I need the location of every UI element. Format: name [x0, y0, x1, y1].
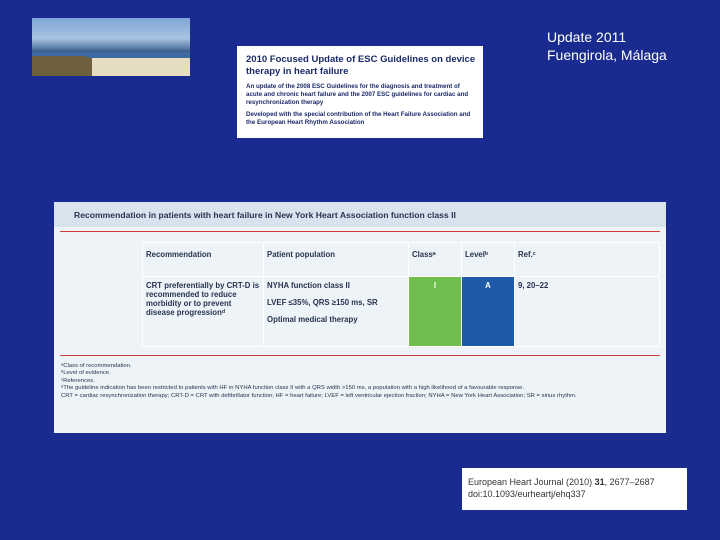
footnotes: [61, 363, 661, 400]
guideline-subtitle: An update of the 2008 ESC Guidelines for the diagnosis and treatment of acute and chronic heart failure and the 2007 ESC guidelines for cardiac and resynchronization therapy: [246, 83, 469, 106]
photo-town: [92, 58, 190, 76]
footnote: ᵃClass of recommendation.: [61, 363, 132, 369]
population-line: NYHA function class II: [267, 281, 350, 290]
guideline-title-box: [237, 46, 483, 138]
table-bottom-rule: [60, 355, 660, 356]
recommendation-panel: [54, 202, 666, 433]
header-ref: Ref.ᶜ: [515, 243, 660, 277]
header-class: Classᵃ: [409, 243, 462, 277]
header-line-1: Update 2011: [547, 29, 627, 45]
footnote: CRT = cardiac resynchronization therapy; CRT-D = CRT with defibrillator function; HF = heart failure; LVEF = left ventricular ejection fraction; NYHA = New York Heart Association; SR = sinus rhythm.: [61, 392, 577, 399]
coastline-photo: [32, 18, 190, 76]
citation-line-1: [468, 476, 687, 488]
footnote: ᵇLevel of evidence.: [61, 370, 111, 377]
table-row: [143, 277, 660, 347]
header-line-2: Fuengirola, Málaga: [547, 47, 667, 63]
guideline-title: 2010 Focused Update of ESC Guidelines on device therapy in heart failure: [246, 54, 476, 77]
header-population: Patient population: [264, 243, 409, 277]
title-rule: [60, 231, 660, 232]
cell-population: [264, 277, 409, 347]
cell-level: A: [462, 277, 515, 347]
cell-class: I: [409, 277, 462, 347]
population-line: LVEF ≤35%, QRS ≥150 ms, SR: [267, 298, 378, 307]
footnote: ᵈThe guideline indication has been restricted to patients with HF in NYHA function class II with a QRS width >150 ms, a population with a high likelihood of a favourable response.: [61, 385, 525, 392]
citation-volume: 31: [594, 477, 605, 487]
citation-pages: , 2677–2687: [604, 477, 655, 487]
recommendation-table: [142, 242, 660, 347]
cell-ref: 9, 20–22: [515, 277, 660, 347]
citation-journal: European Heart Journal (2010): [468, 477, 593, 487]
recommendation-title: Recommendation in patients with heart failure in New York Heart Association function class II: [74, 210, 456, 220]
journal-citation: [462, 468, 687, 510]
population-line: Optimal medical therapy: [267, 315, 358, 324]
citation-doi: doi:10.1093/eurheartj/ehq337: [468, 489, 586, 499]
footnote: ᶜReferences.: [61, 377, 95, 384]
header-recommendation: Recommendation: [143, 243, 264, 277]
cell-recommendation: CRT preferentially by CRT-D is recommended to reduce morbidity or to prevent disease progressionᵈ: [143, 277, 264, 347]
table-header-row: [143, 243, 660, 277]
header-level: Levelᵇ: [462, 243, 515, 277]
guideline-developed: Developed with the special contribution of the Heart Failure Association and the European Heart Rhythm Association: [246, 111, 471, 127]
slide-header: [547, 28, 667, 64]
